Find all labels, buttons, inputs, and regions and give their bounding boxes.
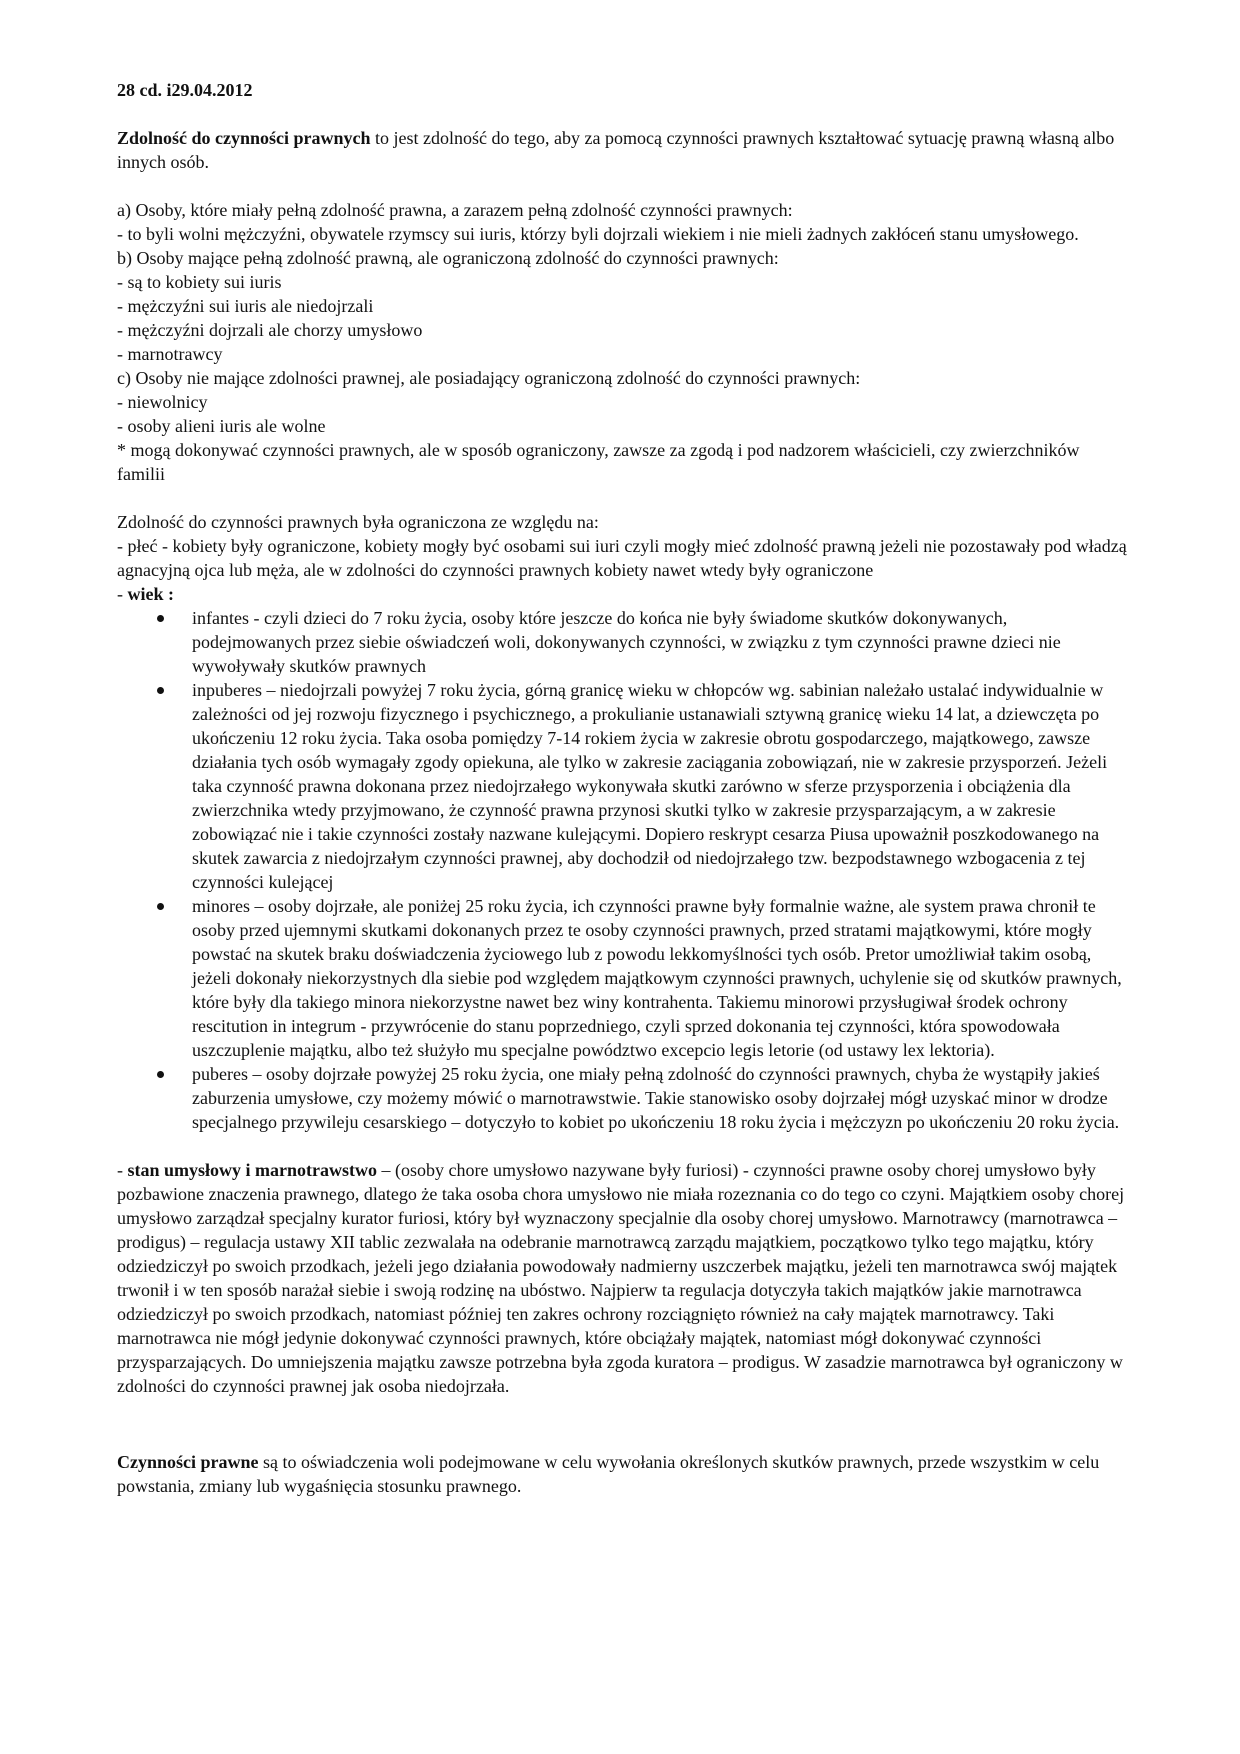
intro-paragraph [117, 126, 1127, 174]
acts-text: są to oświadczenia woli podejmowane w celu wywołania określonych skutków prawnych, przede wszystkim w celu powstania, zmiany lub wygaśnięcia stosunku prawnego. [117, 1452, 1100, 1496]
bullet-icon [157, 903, 164, 910]
list-item-minores: minores – osoby dojrzałe, ale poniżej 25 roku życia, ich czynności prawne były formalnie ważne, ale system prawa chronił te osoby przed ujemnymi skutkami dokonanych przez te osoby czynności prawnych, przed stratami majątkowymi, które mogły powstać na skutek braku doświadczenia życiowego lub z powodu lekkomyślności tych osób. Pretor umożliwiał takim osobą, jeżeli dokonały niekorzystnych dla siebie pod względem majątkowym czynności prawnych, uchylenie się od skutków prawnych, które były dla takiego minora niekorzystne nawet bez winy kontrahenta. Takiemu minorowi przysługiwał środek ochrony rescitution in integrum - przywrócenie do stanu poprzedniego, czyli sprzed dokonania tej czynności, która spowodowała uszczuplenie majątku, albo też służyło mu specjalne powództwo excepcio legis letorie (od ustawy lex lektoria). [192, 894, 1127, 1062]
group-line: - mężczyźni sui iuris ale niedojrzali [117, 296, 374, 316]
group-line: - to byli wolni mężczyźni, obywatele rzymscy sui iuris, którzy byli dojrzali wiekiem i nie mieli żadnych zakłóceń stanu umysłowego. [117, 224, 1079, 244]
limits-sex: - płeć - kobiety były ograniczone, kobiety mogły być osobami sui iuri czyli mogły mieć zdolność prawną jeżeli nie pozostawały pod władzą agnacyjną ojca lub męża, ale w zdolności do czynności prawnych kobiety nawet wtedy były ograniczone [117, 536, 1127, 580]
document-page [117, 78, 1127, 1498]
mental-text: – (osoby chore umysłowo nazywane były furiosi) - czynności prawne osoby chorej umysłowo były pozbawione znaczenia prawnego, dlatego że taka osoba chora umysłowo nie miała rozeznania co do tego co czyni. Majątkiem osoby chorej umysłowo zarządzał specjalny kurator furiosi, który był wyznaczony specjalnie dla osoby chorej umysłowo. Marnotrawcy (marnotrawca – prodigus) – regulacja ustawy XII tablic zezwalała na odebranie marnotrawcą zarządu majątkiem, początkowo tylko tego majątku, który odziedziczył po swoich przodkach, jeżeli jego działania powodowały nadmierny uszczerbek majątku, jeżeli ten marnotrawca swój majątek trwonił i w ten sposób narażał siebie i swoją rodzinę na ubóstwo. Najpierw ta regulacja dotyczyła takich majątków jakie marnotrawca odziedziczył po swoich przodkach, natomiast później ten zakres ochrony rozciągnięto również na cały majątek marnotrawcy. Taki marnotrawca nie mógł jedynie dokonywać czynności prawnych, które obciążały majątek, natomiast mógł dokonywać czynności przysparzających. Do umniejszenia majątku zawsze potrzebna była zgoda kuratora – prodigus. W zasadzie marnotrawca był ograniczony w zdolności do czynności prawnej jak osoba niedojrzała. [117, 1160, 1125, 1396]
limits-intro: Zdolność do czynności prawnych była ograniczona ze względu na: [117, 512, 599, 532]
age-list [117, 606, 1127, 1134]
age-label: wiek : [127, 584, 174, 604]
acts-paragraph [117, 1450, 1127, 1498]
group-line: a) Osoby, które miały pełną zdolność prawna, a zarazem pełną zdolność czynności prawnych: [117, 200, 793, 220]
group-line: b) Osoby mające pełną zdolność prawną, ale ograniczoną zdolność do czynności prawnych: [117, 248, 779, 268]
list-item-infantes: infantes - czyli dzieci do 7 roku życia, osoby które jeszcze do końca nie były świadome skutków dokonywanych, podejmowanych przez siebie oświadczeń woli, dokonywanych czynności, w związku z tym czynności prawne dzieci nie wywoływały skutków prawnych [192, 606, 1127, 678]
list-item-inpuberes: inpuberes – niedojrzali powyżej 7 roku życia, górną granicę wieku w chłopców wg. sabinian należało ustalać indywidualnie w zależności od jej rozwoju fizycznego i psychicznego, a prokulianie ustanawiali sztywną granicę wieku 14 lat, a dziewczęta po ukończeniu 12 roku życia. Taka osoba pomiędzy 7-14 rokiem życia w zakresie obrotu gospodarczego, majątkowego, zawsze działania tych osób wymagały zgody opiekuna, ale tylko w zakresie zaciągania zobowiązań, nie w zakresie przysporzeń. Jeżeli taka czynność prawna dokonana przez niedojrzałego wykonywała skutki zarówno w sferze przysporzenia i obciążenia dla zwierzchnika wtedy przyjmowano, że czynność prawna przynosi skutki tylko w zakresie przysparzającym, a w zakresie zobowiązać nie i takie czynności zostały nazwane kulejącymi. Dopiero reskrypt cesarza Piusa upoważnił poszkodowanego na skutek zawarcia z niedojrzałym czynności prawnej, aby dochodził od niedojrzałego tzw. bezpodstawnego wzbogacenia z tej czynności kulejącej [192, 678, 1127, 894]
mental-term: stan umysłowy i marnotrawstwo [127, 1160, 377, 1180]
intro-text: to jest zdolność do tego, aby za pomocą czynności prawnych kształtować sytuację prawną własną albo innych osób. [117, 128, 1115, 172]
date-header: 28 cd. i29.04.2012 [117, 80, 253, 100]
bullet-icon [157, 615, 164, 622]
group-line: - są to kobiety sui iuris [117, 272, 282, 292]
acts-term: Czynności prawne [117, 1452, 259, 1472]
limits-age-heading: - wiek : [117, 584, 174, 604]
bullet-icon [157, 1071, 164, 1078]
group-line: - niewolnicy [117, 392, 208, 412]
group-line: c) Osoby nie mające zdolności prawnej, ale posiadający ograniczoną zdolność do czynności prawnych: [117, 368, 861, 388]
intro-term: Zdolność do czynności prawnych [117, 128, 371, 148]
group-line: - mężczyźni dojrzali ale chorzy umysłowo [117, 320, 423, 340]
mental-paragraph: - stan umysłowy i marnotrawstwo – (osoby chore umysłowo nazywane były furiosi) - czynności prawne osoby chorej umysłowo były pozbawione znaczenia prawnego, dlatego że taka osoba chora umysłowo nie miała rozeznania co do tego co czyni. Majątkiem osoby chorej umysłowo zarządzał specjalny kurator furiosi, który był wyznaczony specjalnie dla osoby chorej umysłowo. Marnotrawcy (marnotrawca – prodigus) – regulacja ustawy XII tablic zezwalała na odebranie marnotrawcą zarządu majątkiem, początkowo tylko tego majątku, który odziedziczył po swoich przodkach, jeżeli jego działania powodowały nadmierny uszczerbek majątku, jeżeli ten marnotrawca swój majątek trwonił i w ten sposób narażał siebie i swoją rodzinę na ubóstwo. Najpierw ta regulacja dotyczyła takich majątków jakie marnotrawca odziedziczył po swoich przodkach, natomiast później ten zakres ochrony rozciągnięto również na cały majątek marnotrawcy. Taki marnotrawca nie mógł jedynie dokonywać czynności prawnych, które obciążały majątek, natomiast mógł dokonywać czynności przysparzających. Do umniejszenia majątku zawsze potrzebna była zgoda kuratora – prodigus. W zasadzie marnotrawca był ograniczony w zdolności do czynności prawnej jak osoba niedojrzała. [117, 1160, 1125, 1396]
group-line: - marnotrawcy [117, 344, 223, 364]
group-line: * mogą dokonywać czynności prawnych, ale w sposób ograniczony, zawsze za zgodą i pod nadzorem właścicieli, czy zwierzchników familii [117, 440, 1080, 484]
group-line: - osoby alieni iuris ale wolne [117, 416, 326, 436]
bullet-icon [157, 687, 164, 694]
list-item-puberes: puberes – osoby dojrzałe powyżej 25 roku życia, one miały pełną zdolność do czynności prawnych, chyba że wystąpiły jakieś zaburzenia umysłowe, czy możemy mówić o marnotrawstwie. Takie stanowisko osoby dojrzałej mógł uzyskać minor w drodze specjalnego przywileju cesarskiego – dotyczyło to kobiet po ukończeniu 18 roku życia i mężczyzn po ukończeniu 20 roku życia. [192, 1062, 1127, 1134]
